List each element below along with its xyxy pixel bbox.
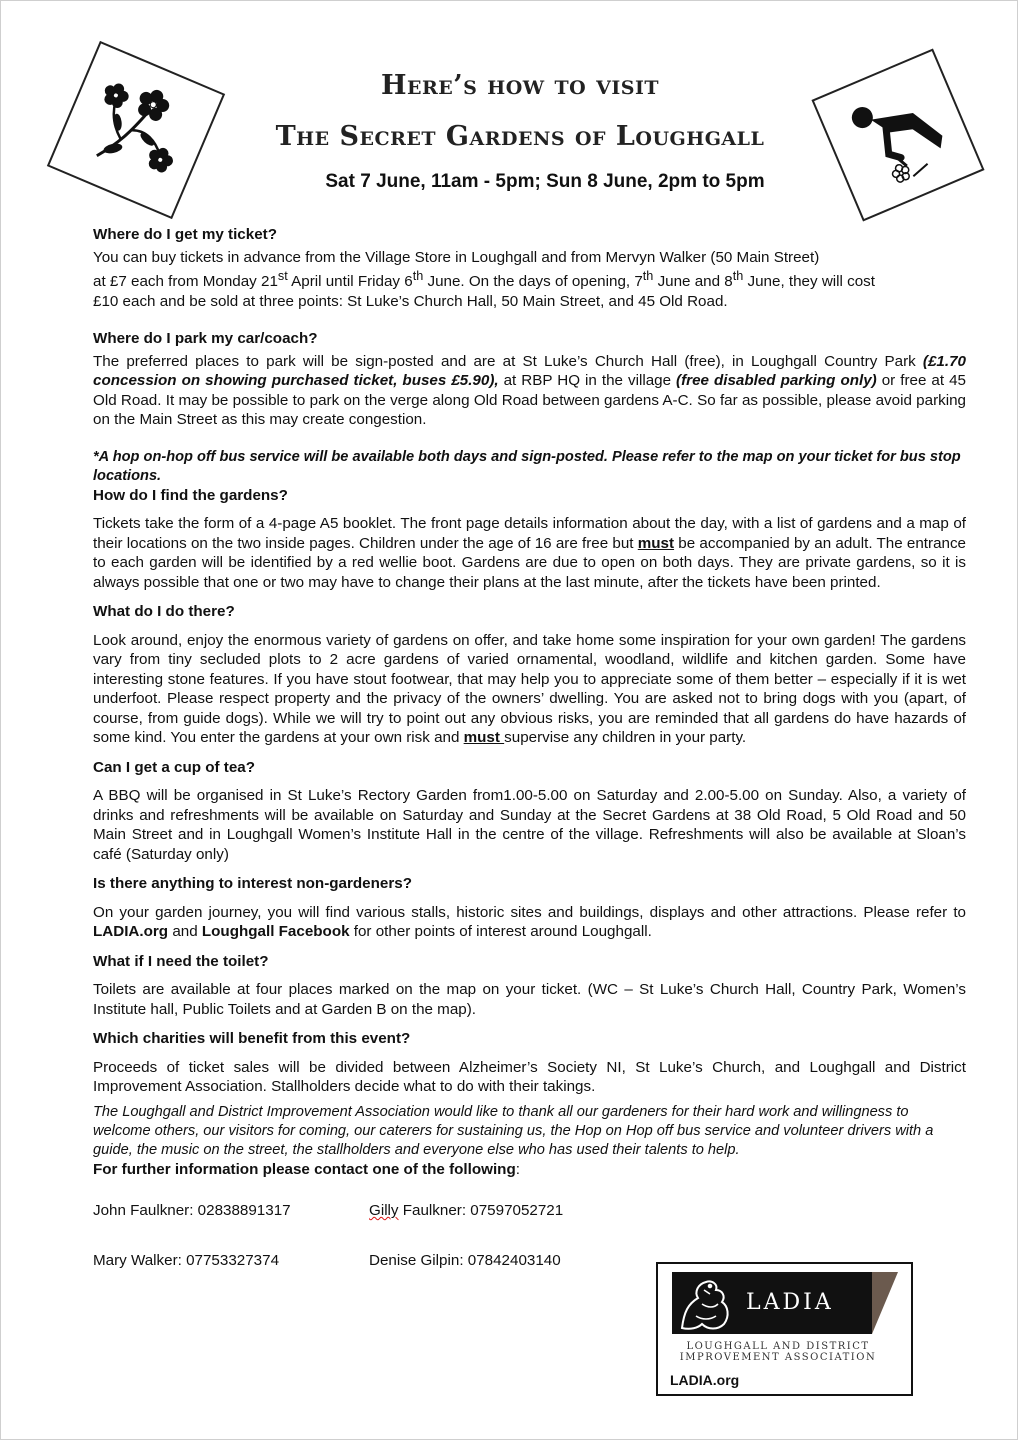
there-text: [93, 631, 966, 748]
spacer: [93, 430, 966, 448]
nongardeners-text: [93, 903, 966, 942]
there-section: [93, 602, 966, 748]
toilet-section: [93, 952, 966, 1020]
event-dates: Sat 7 June, 11am - 5pm; Sun 8 June, 2pm to 5pm: [325, 171, 765, 192]
must-emphasis: must: [463, 729, 505, 747]
bus-note: *A hop on-hop off bus service will be available both days and sign-posted. Please refer to the map on your ticket for bus stop locations.: [93, 448, 961, 484]
ladia-link[interactable]: LADIA.org: [93, 923, 169, 941]
nongardeners-section: [93, 874, 966, 942]
there-heading: What do I do there?: [93, 603, 235, 621]
parking-heading: Where do I park my car/coach?: [93, 330, 318, 348]
parking-text-5: or free at 45 Old Road. It may be possible to park on the verge along Old Road between gardens A-C. So far as possible, please avoid parking on the Main Street as this may create congestion.: [93, 372, 966, 429]
toilet-text: Toilets are available at four places marked on the map on your ticket. (WC – St Luke’s Church Hall, Country Park, Women’s Institute hall, Public Toilets and at Garden B on the map).: [93, 981, 966, 1018]
ticket-text-2b: April until Friday 6: [287, 273, 413, 291]
logo-name: LADIA: [746, 1290, 834, 1315]
charities-section: [93, 1029, 966, 1097]
nongardeners-text-2: and: [168, 923, 202, 941]
thanks-note: The Loughgall and District Improvement Association would like to thank all our gardeners for their hard work and willingness to welcome others, our visitors for coming, our caterers for sustaining us, the Hop on Hop off bus service and volunteer drivers with a guide, the music on the street, the stallholders and everyone else who has used their talents to help.: [93, 1103, 934, 1158]
ordinal-sup: th: [412, 269, 424, 283]
contacts-heading-text: For further information please contact one of the following: [93, 1160, 516, 1178]
parking-disabled-note: (free disabled parking only): [676, 372, 877, 390]
there-text-1: Look around, enjoy the enormous variety of gardens on offer, and take home some inspiration for your own garden! The gardens vary from tiny secluded plots to 2 acre gardens of varied ornamental, woodland, wildlife and kitchen garden. Some have interesting stone features. If you have stout footwear, that may help you to appreciate some of them better – especially if it is wet underfoot. Please respect property and the privacy of the owners’ dwelling. You are asked not to bring dogs with you (apart, of course, from guide dogs). While we will try to point out any obvious risks, you are reminded that all gardens do have hazards of some kind. You enter the gardens at your own risk and: [93, 631, 966, 747]
ticket-text-2c: June. On the days of opening, 7: [423, 273, 643, 291]
must-emphasis: must: [637, 534, 675, 552]
contact-gilly-name: Gilly: [369, 1202, 399, 1220]
find-heading: How do I find the gardens?: [93, 486, 288, 504]
contact-gilly: [369, 1201, 563, 1221]
nongardeners-heading: Is there anything to interest non-gardeners?: [93, 875, 412, 893]
contacts-colon: :: [515, 1160, 520, 1178]
logo-subtitle-line1: LOUGHGALL AND DISTRICT: [686, 1341, 870, 1352]
ticket-line2: [93, 267, 966, 292]
parking-price-note: (£1.70 concession on showing purchased ticket, buses £5.90),: [93, 352, 966, 390]
contact-mary: Mary Walker: 07753327374: [93, 1252, 280, 1270]
tea-text: A BBQ will be organised in St Luke’s Rectory Garden from1.00-5.00 on Saturday and 2.00-5.00 on Sunday. Also, a variety of drinks and refreshments will be available on Saturday and Sunday at the Secret Gardens at 38 Old Road, 5 Old Road and 50 Main Street and in Loughgall Women’s Institute Hall in the centre of the village. Refreshments will also be available at Sloan’s café (Saturday only): [93, 787, 966, 863]
charities-heading: Which charities will benefit from this event?: [93, 1030, 411, 1048]
ticket-text-2d: June and 8: [653, 273, 733, 291]
nongardeners-text-1: On your garden journey, you will find various stalls, historic sites and buildings, displays and other attractions. Please refer to: [93, 903, 966, 921]
contact-gilly-number: Faulkner: 07597052721: [398, 1202, 564, 1220]
ticket-line3: £10 each and be sold at three points: St Luke’s Church Hall, 50 Main Street, and 45 Old Road.: [93, 292, 728, 310]
nongardeners-text-3: for other points of interest around Loughgall.: [349, 923, 652, 941]
main-content: [93, 225, 966, 1295]
page-title-line1: Here’s how to visit: [381, 70, 659, 101]
parking-text-1: The preferred places to park will be sign-posted and are at St Luke’s Church Hall (free), in Loughgall Country Park: [93, 352, 923, 370]
ticket-text-2e: June, they will cost: [743, 273, 875, 291]
ticket-line1: [93, 248, 966, 268]
find-section: [93, 486, 966, 593]
ticket-text-2a: at £7 each from Monday 21: [93, 273, 278, 291]
toilet-heading: What if I need the toilet?: [93, 952, 269, 970]
ticket-section: [93, 225, 966, 311]
there-text-2: supervise any children in your party.: [504, 729, 747, 747]
ticket-text-1: You can buy tickets in advance from the Village Store in Loughgall and from Mervyn Walker (50 Main Street): [93, 248, 820, 266]
parking-text-3: at RBP HQ in the village: [498, 372, 677, 390]
ladia-logo: [656, 1262, 913, 1396]
ordinal-sup: st: [277, 269, 288, 283]
ordinal-sup: th: [732, 269, 744, 283]
logo-url[interactable]: LADIA.org: [670, 1372, 740, 1388]
ticket-heading: Where do I get my ticket?: [93, 226, 277, 243]
spacer: [93, 311, 966, 329]
logo-subtitle: [664, 1341, 892, 1363]
parking-section: [93, 329, 966, 430]
logo-subtitle-line2: IMPROVEMENT ASSOCIATION: [679, 1352, 877, 1363]
contacts-heading: [93, 1160, 966, 1180]
contact-john: John Faulkner: 02838891317: [93, 1202, 291, 1220]
contact-denise: Denise Gilpin: 07842403140: [369, 1252, 561, 1270]
facebook-link[interactable]: Loughgall Facebook: [201, 923, 350, 941]
charities-text: Proceeds of ticket sales will be divided between Alzheimer’s Society NI, St Luke’s Church, and Loughgall and District Improvement Association. Stallholders decide what to do with their takings.: [93, 1058, 966, 1096]
tea-section: [93, 758, 966, 865]
parking-text: [93, 352, 966, 430]
page-title-line2: The Secret Gardens of Loughgall: [275, 121, 765, 152]
find-text-1: Tickets take the form of a 4-page A5 booklet. The front page details information about the day, with a list of gardens and a map of their locations on the two inside pages. Children under the age of 16 are free but: [93, 515, 966, 552]
tea-heading: Can I get a cup of tea?: [93, 758, 256, 776]
ordinal-sup: th: [642, 269, 654, 283]
find-text-2: be accompanied by an adult. The entrance to each garden will be identified by a red wellie boot. Gardens are due to open on both days. They are private gardens, so it is always possible that one or two may have to change their plans at the last minute, after the tickets have been printed.: [93, 534, 966, 591]
find-text: [93, 514, 966, 592]
